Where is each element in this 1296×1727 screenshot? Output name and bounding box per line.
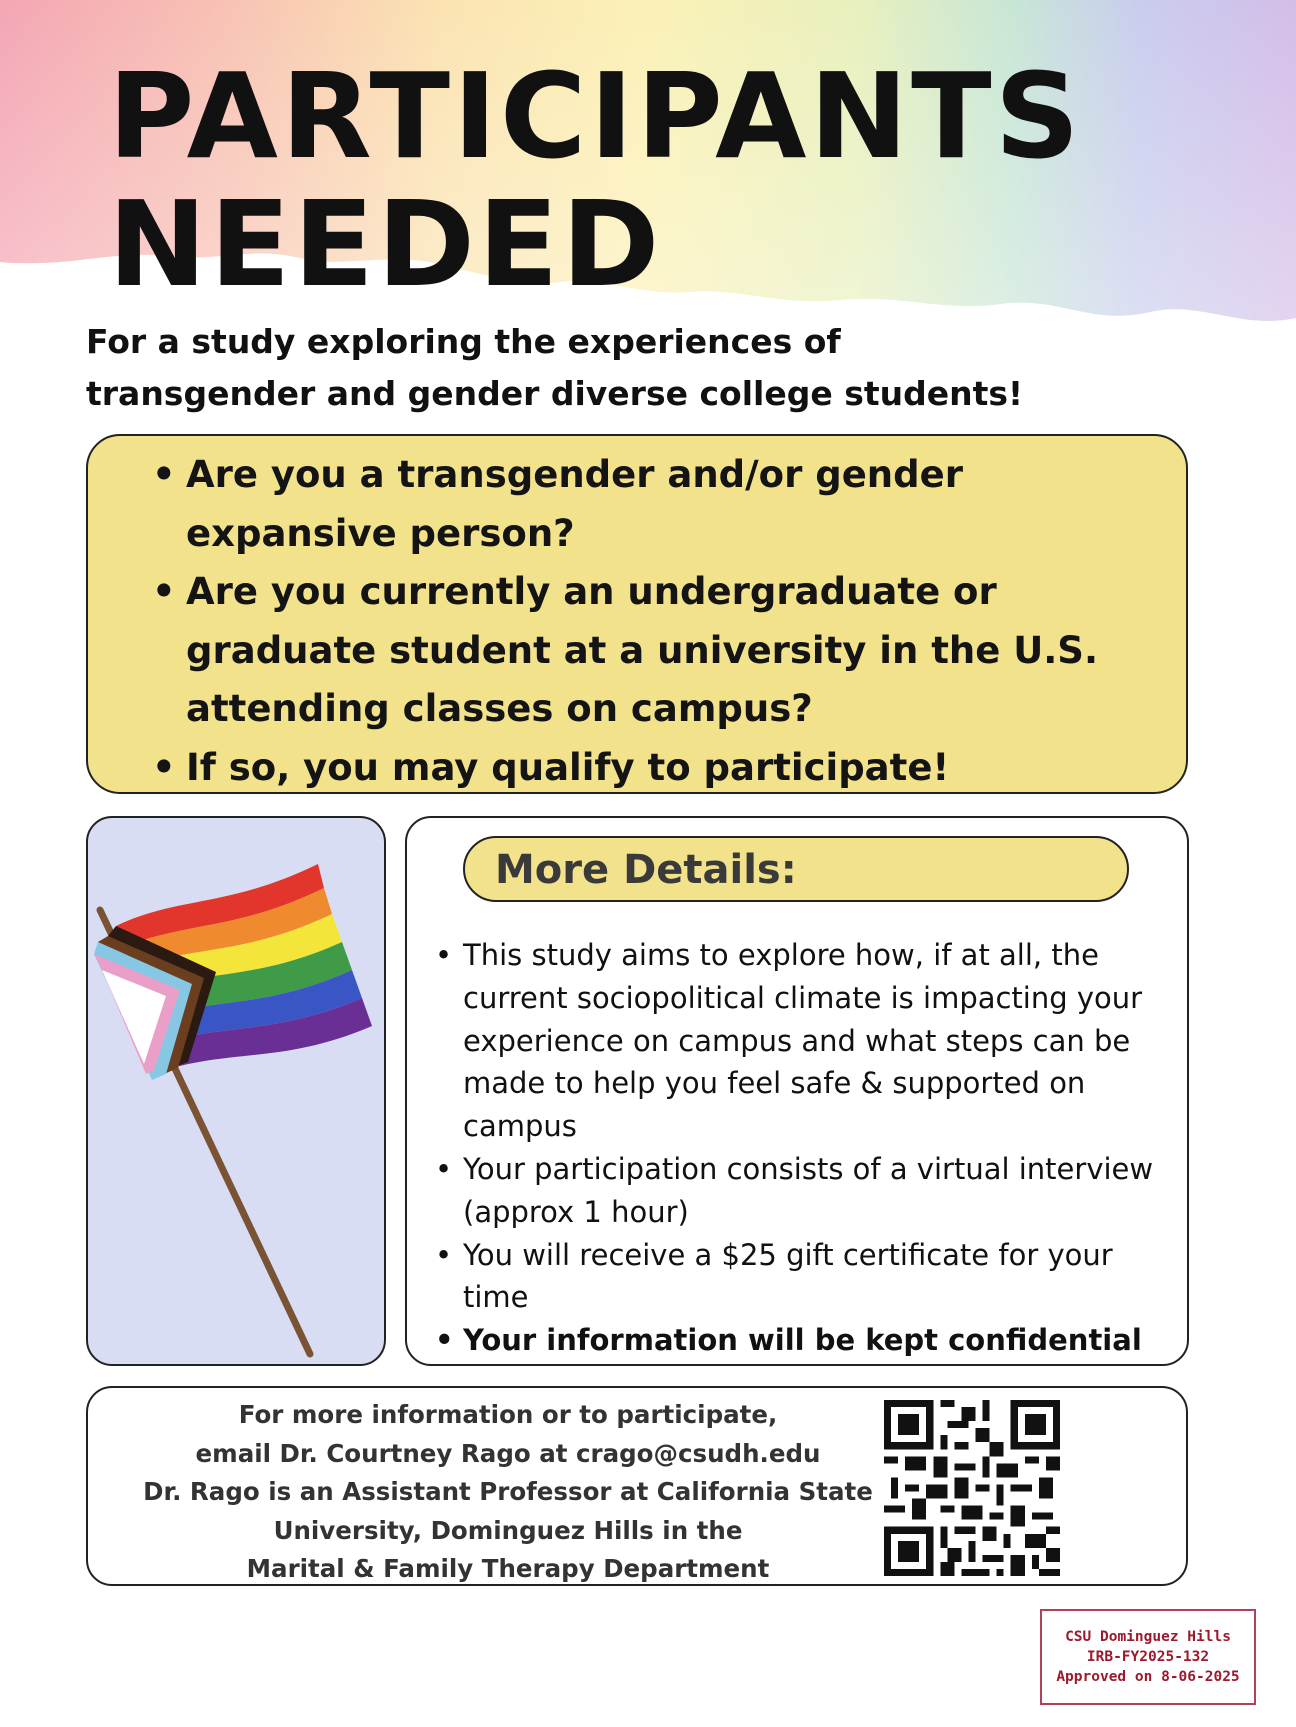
details-list (463, 934, 1183, 1362)
irb-line-3: Approved on 8-06-2025 (1056, 1669, 1240, 1685)
details-item-compensation: • You will receive a $25 gift certificate for your time (463, 1234, 1183, 1320)
details-item-aim: • This study aims to explore how, if at all, the current sociopolitical climate is impacting your experience on campus and what steps can be made to help you feel safe & supported on campus (463, 934, 1183, 1148)
details-card (405, 816, 1189, 1366)
details-title: More Details: (495, 847, 797, 893)
intro-line-2: transgender and gender diverse college students! (86, 374, 1024, 413)
eligibility-item-identity: • Are you a transgender and/or gender expansive person? (186, 446, 1146, 563)
irb-line-1: CSU Dominguez Hills (1065, 1629, 1231, 1645)
page-title (108, 47, 1083, 313)
contact-line-3: Dr. Rago is an Assistant Professor at California State (143, 1477, 873, 1506)
progress-pride-flag-icon (88, 818, 386, 1366)
eligibility-item-qualify: • If so, you may qualify to participate! (186, 739, 1146, 798)
contact-email-line[interactable]: email Dr. Courtney Rago at crago@csudh.edu (195, 1438, 821, 1468)
eligibility-box (86, 434, 1188, 794)
title-line-2: NEEDED (108, 175, 663, 313)
details-item-confidential: • Your information will be kept confidential (463, 1319, 1183, 1362)
contact-text (118, 1396, 898, 1589)
title-line-1: PARTICIPANTS (108, 47, 1083, 185)
irb-line-2: IRB-FY2025-132 (1086, 1649, 1210, 1665)
eligibility-list (186, 446, 1146, 797)
flag-card (86, 816, 386, 1366)
details-heading-pill (463, 836, 1129, 902)
contact-line-1: For more information or to participate, (238, 1400, 778, 1429)
eligibility-item-student: • Are you currently an undergraduate or graduate student at a university in the U.S. attending classes on campus? (186, 563, 1146, 739)
intro-line-1: For a study exploring the experiences of (86, 322, 841, 361)
details-item-interview: • Your participation consists of a virtual interview (approx 1 hour) (463, 1148, 1183, 1234)
contact-box (86, 1386, 1188, 1586)
study-intro (86, 316, 1186, 420)
contact-line-4: University, Dominguez Hills in the (273, 1515, 743, 1545)
irb-approval-stamp (1040, 1609, 1256, 1705)
qr-code-icon[interactable] (884, 1400, 1060, 1576)
contact-line-5: Marital & Family Therapy Department (246, 1554, 770, 1583)
